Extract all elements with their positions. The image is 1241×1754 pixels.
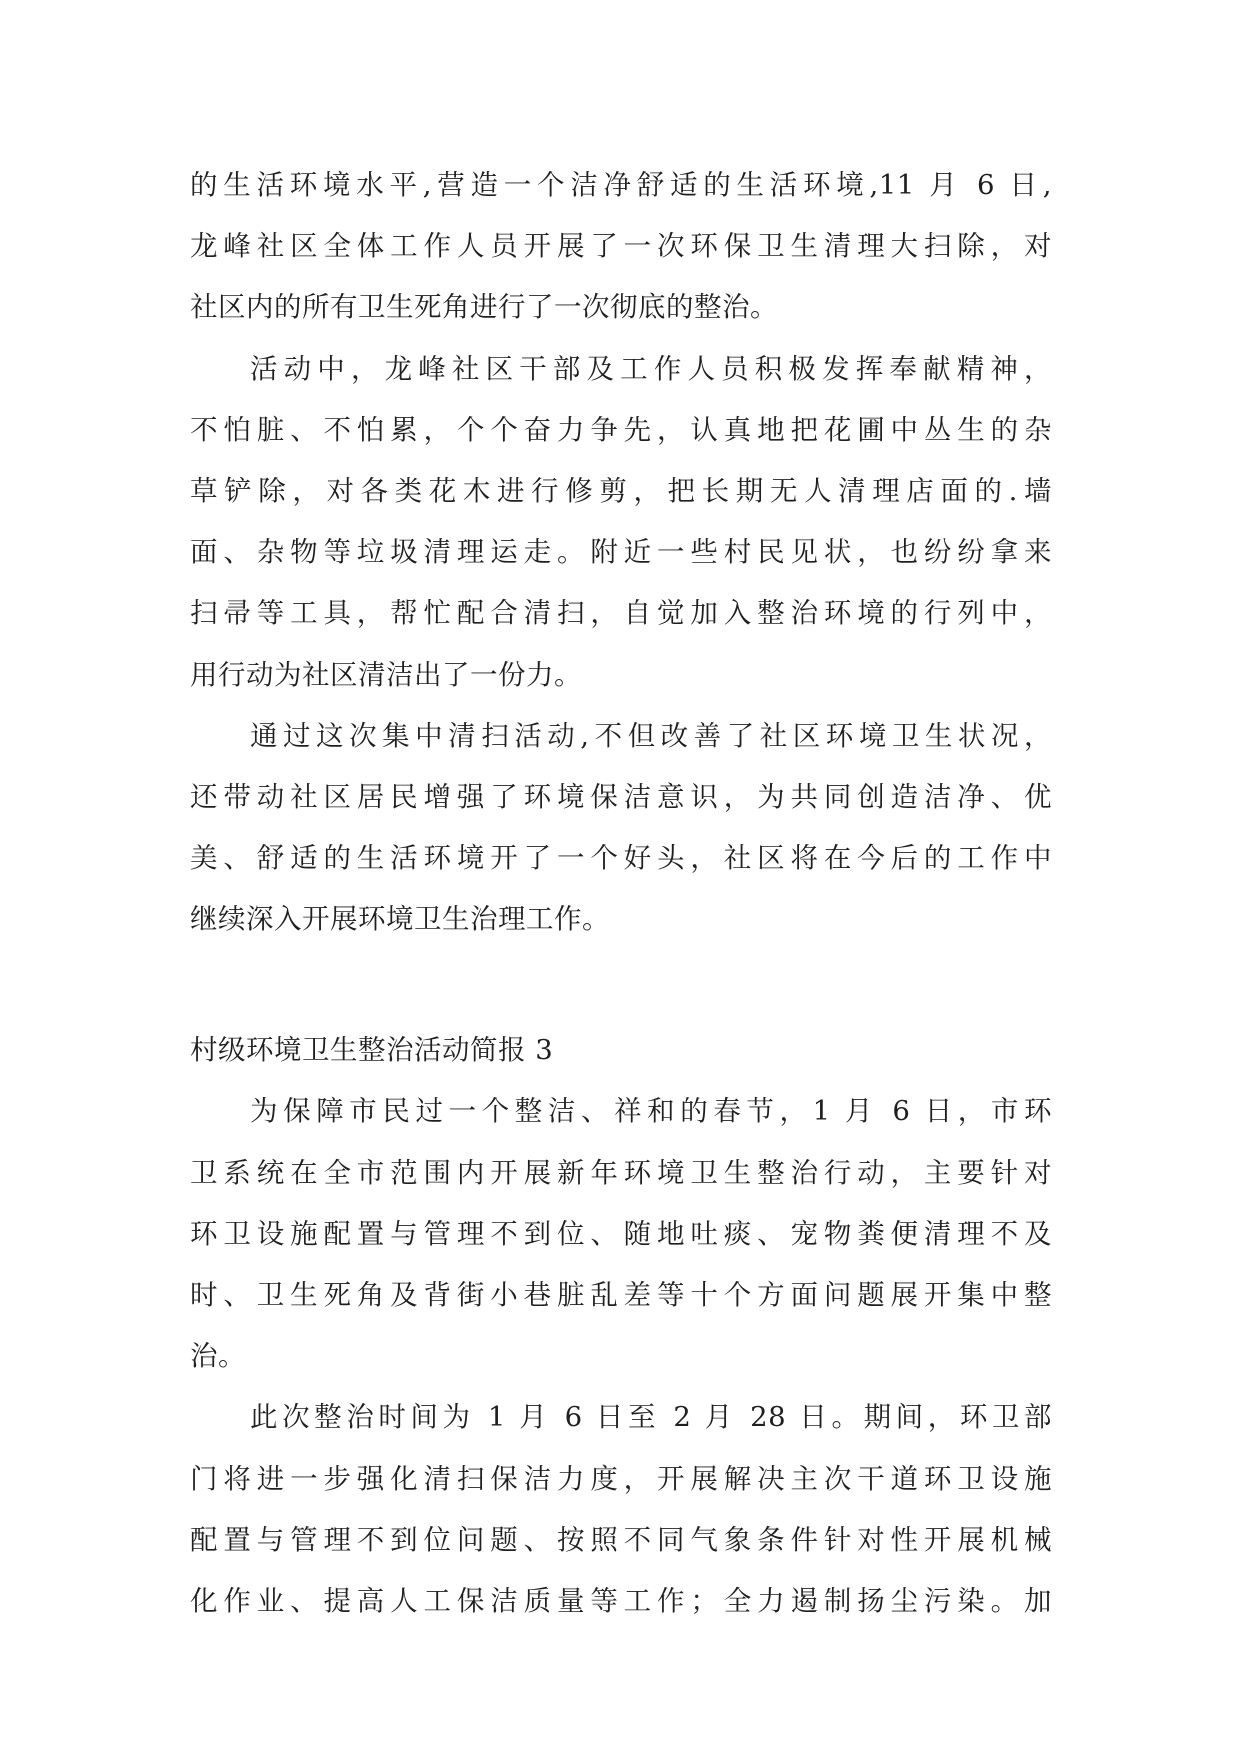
text-line: 卫系统在全市范围内开展新年环境卫生整治行动，主要针对 [190, 1156, 1052, 1189]
section-gap [190, 950, 1052, 1020]
paragraph [190, 155, 1052, 339]
document-body [190, 155, 1052, 1632]
text-line: 配置与管理不到位问题、按照不同气象条件针对性开展机械 [190, 1523, 1052, 1556]
text-line: 时、卫生死角及背街小巷脏乱差等十个方面问题展开集中整 [190, 1279, 1052, 1311]
text-line: 门将进一步强化清扫保洁力度，开展解决主次干道环卫设施 [190, 1462, 1052, 1495]
paragraph [190, 706, 1052, 951]
text-line: 草铲除，对各类花木进行修剪，把长期无人清理店面的.墙 [190, 474, 1052, 507]
text-line: 美、舒适的生活环境开了一个好头，社区将在今后的工作中 [190, 842, 1052, 875]
section-title: 村级环境卫生整治活动简报 3 [190, 1034, 554, 1067]
text-line: 用行动为社区清洁出了一份力。 [190, 658, 582, 691]
text-line: 化作业、提高人工保洁质量等工作；全力遏制扬尘污染。加 [190, 1584, 1052, 1617]
text-line: 通过这次集中清扫活动,不但改善了社区环境卫生状况， [250, 719, 1052, 752]
text-line: 继续深入开展环境卫生治理工作。 [190, 903, 610, 936]
text-line: 不怕脏、不怕累，个个奋力争先，认真地把花圃中丛生的杂 [190, 413, 1052, 446]
text-line: 扫帚等工具，帮忙配合清扫，自觉加入整治环境的行列中， [190, 597, 1052, 630]
text-line: 治。 [190, 1340, 246, 1373]
text-line: 为保障市民过一个整洁、祥和的春节，1 月 6 日，市环 [250, 1095, 1052, 1128]
text-line: 社区内的所有卫生死角进行了一次彻底的整治。 [190, 291, 778, 324]
paragraph [190, 1387, 1052, 1632]
text-line: 面、杂物等垃圾清理运走。附近一些村民见状，也纷纷拿来 [190, 536, 1052, 569]
text-line: 还带动社区居民增强了环境保洁意识，为共同创造洁净、优 [190, 780, 1052, 813]
paragraph [190, 1081, 1052, 1387]
text-line: 的生活环境水平,营造一个洁净舒适的生活环境,11 月 6 日, [190, 169, 1052, 201]
text-line: 环卫设施配置与管理不到位、随地吐痰、宠物粪便清理不及 [190, 1217, 1052, 1250]
text-line: 此次整治时间为 1 月 6 日至 2 月 28 日。期间，环卫部 [250, 1401, 1052, 1434]
text-line: 活动中，龙峰社区干部及工作人员积极发挥奉献精神， [250, 352, 1052, 385]
text-line: 龙峰社区全体工作人员开展了一次环保卫生清理大扫除，对 [190, 230, 1052, 263]
paragraph [190, 339, 1052, 706]
